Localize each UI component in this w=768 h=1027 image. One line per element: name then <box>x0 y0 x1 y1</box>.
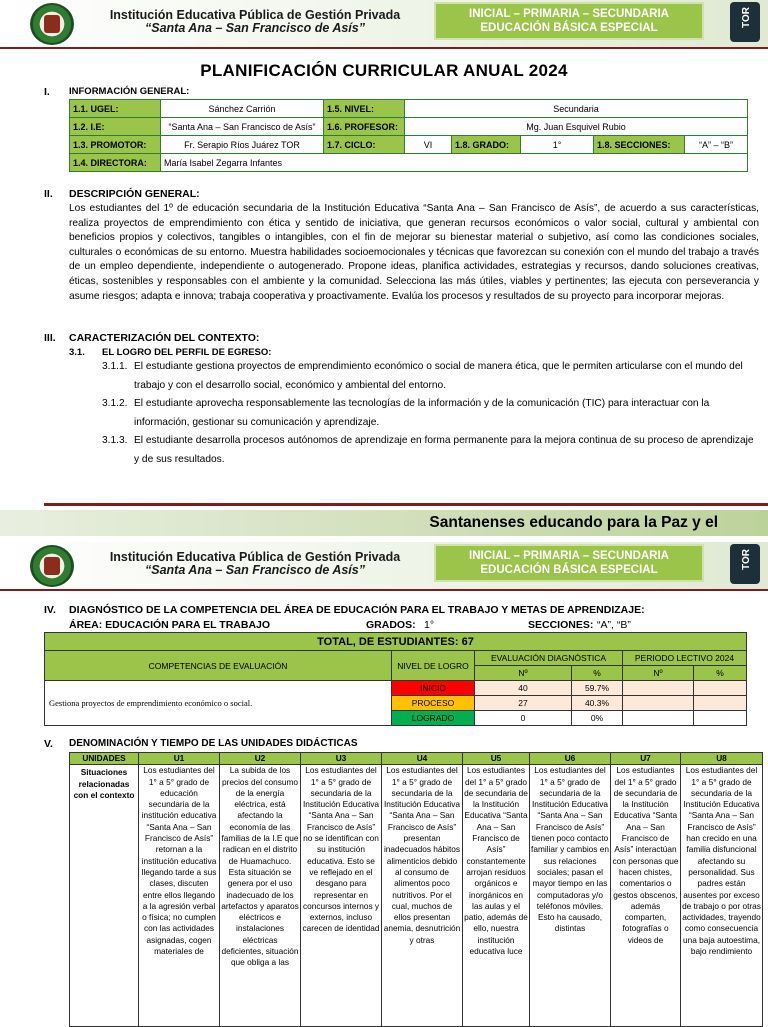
grados-label: GRADOS: <box>366 619 416 631</box>
header-divider <box>0 589 768 591</box>
section1-title: INFORMACIÓN GENERAL: <box>69 86 190 97</box>
profesor-value: Mg. Juan Esquivel Rubio <box>405 118 748 136</box>
inicio-periodo-pct <box>694 681 747 696</box>
grado-label: 1.8. GRADO: <box>452 136 521 154</box>
proceso-n: 27 <box>475 696 572 711</box>
header-title: Institución Educativa Pública de Gestión Privada <box>109 8 401 22</box>
header-subtitle: “Santa Ana – San Francisco de Asís” <box>145 563 365 577</box>
logrado-n: 0 <box>475 711 572 726</box>
secciones-label: SECCIONES: <box>528 619 594 631</box>
inicio-periodo-n <box>623 681 694 696</box>
section2-number: II. <box>44 188 53 200</box>
unit-header-u8: U8 <box>681 753 763 765</box>
unit-situation-u5: Los estudiantes del 1° a 5° grado de secundaria de la Institución Educativa “Santa Ana – San Francisco de Asís” constantemente arrojan residuos orgánicos e inorgánicos en las aulas y el patio, además de ello, nuestra institución educativa luce <box>463 765 530 1027</box>
section2-title: DESCRIPCIÓN GENERAL: <box>69 188 200 200</box>
row-label-situaciones: Situaciones relacionadas con el contexto <box>70 765 139 1027</box>
unit-header-u1: U1 <box>139 753 220 765</box>
footer-divider <box>44 503 768 506</box>
unit-header-u7: U7 <box>611 753 681 765</box>
section3-title: CARACTERIZACIÓN DEL CONTEXTO: <box>69 332 260 344</box>
document-title: PLANIFICACIÓN CURRICULAR ANUAL 2024 <box>200 61 568 80</box>
school-logo-icon <box>30 3 74 45</box>
general-description: Los estudiantes del 1º de educación secundaria de la Institución Educativa “Santa Ana – San Francisco de Asís”, de acuerdo a sus características, realiza proyectos de emprendimiento con ética y sentido de iniciativa, que generan recursos económicos o valor social, cultural y ambiental con beneficios propios y colectivos, tangibles o intangibles, con el fin de mejorar su bienestar material o subjetivo, así como las condiciones sociales, culturales o económicas de su entorno. Muestra habilidades socioemocionales y técnicas que favorezcan su conexión con el mundo del trabajo a través de un empleo dependiente, independiente o autogenerado. Propone ideas, planifica actividades, estrategias y recursos, dando soluciones creativas, éticas, sostenibles y responsables con el ambiente y la comunidad. Selecciona las más útiles, viables y pertinentes; las ejecuta con perseverancia y asume riesgos; adapta e innova; trabaja cooperativa y proactivamente. Evalúa los procesos y resultados de su proyecto para incorporar mejoras. <box>69 203 759 302</box>
levels-line2: EDUCACIÓN BÁSICA ESPECIAL <box>480 564 658 576</box>
section3-sub-number: 3.1. <box>69 347 85 358</box>
proceso-periodo-n <box>623 696 694 711</box>
unit-header-u2: U2 <box>220 753 301 765</box>
header-unidades: UNIDADES <box>70 753 139 765</box>
ciclo-value: VI <box>405 136 452 154</box>
unit-situation-u6: Los estudiantes del 1° a 5° grado de secundaria de la Institución Educativa “Santa Ana – San Francisco de Asís” tienen poco contacto familiar y cambios en sus relaciones sociales; pasan el mayor tiempo en las computadoras y/o teléfonos móviles. Esto ha causado, distintas <box>530 765 611 1027</box>
unit-header-u4: U4 <box>382 753 463 765</box>
nivel-inicio: INICIO <box>392 681 475 696</box>
unit-header-u6: U6 <box>530 753 611 765</box>
header-subtitle: “Santa Ana – San Francisco de Asís” <box>145 21 365 35</box>
section5-title: DENOMINACIÓN Y TIEMPO DE LAS UNIDADES DIDÁCTICAS <box>69 738 358 749</box>
nivel-value: Secundaria <box>405 100 748 118</box>
inicio-pct: 59.7% <box>572 681 623 696</box>
grado-value: 1° <box>521 136 594 154</box>
directora-value: María Isabel Zegarra Infantes <box>161 154 748 172</box>
directora-label: 1.4. DIRECTORA: <box>70 154 161 172</box>
unit-situation-u8: Los estudiantes del 1° a 5° grado de secundaria de la Institución Educativa “Santa Ana – San Francisco de Asís” han crecido en una familia disfuncional afectando su personalidad. Sus padres están ausentes por exceso de trabajo o por otras actividades, trayendo como consecuencia una baja autoestima, bajo rendimiento <box>681 765 763 1027</box>
levels-line2: EDUCACIÓN BÁSICA ESPECIAL <box>480 22 658 34</box>
levels-line1: INICIAL – PRIMARIA – SECUNDARIA <box>469 550 669 562</box>
section3-number: III. <box>44 332 56 344</box>
unit-situation-u4: Los estudiantes del 1° a 5° grado de secundaria de la Institución Educativa “Santa Ana – San Francisco de Asís” presentan inadecuados hábitos alimenticios debido al consumo de alimentos poco nutritivos. Por el cual, muchos de ellos presentan anemia, desnutrición y otras <box>382 765 463 1027</box>
section4-number: IV. <box>44 604 56 616</box>
area-label: ÁREA: EDUCACIÓN PARA EL TRABAJO <box>69 619 271 631</box>
nivel-proceso: PROCESO <box>392 696 475 711</box>
nivel-label: 1.5. NIVEL: <box>324 100 405 118</box>
logrado-periodo-pct <box>694 711 747 726</box>
unit-situation-u1: Los estudiantes del 1° a 5° grado de educación secundaria de la institución educativa “Santa Ana – San Francisco de Asís” retornan a la institución educativa llegando tarde a sus clases, discuten entre ellos llegando a la agresión verbal o física; no cumplen con las actividades asignadas, cogen materiales de <box>139 765 220 1027</box>
header-n: Nº <box>623 666 694 681</box>
unit-situation-u7: Los estudiantes del 1° a 5° grado de secundaria de la Institución Educativa “Santa Ana – San Francisco de Asís” interactúan con personas que hacen chistes, comentarios o gestos obscenos, además comparten, fotografías o videos de <box>611 765 681 1027</box>
unit-situation-u2: La subida de los precios del consumo de la energía eléctrica, está afectando la economía de las familias de la I.E que radican en el distrito de Huamachuco. Esta situación se genera por el uso inadecuado de los artefactos y aparatos eléctricos e instalaciones eléctricas deficientes, situación que obliga a las <box>220 765 301 1027</box>
profesor-label: 1.6. PROFESOR: <box>324 118 405 136</box>
footer-motto: Santanenses educando para la Paz y el <box>429 514 718 531</box>
logrado-periodo-n <box>623 711 694 726</box>
unit-header-u5: U5 <box>463 753 530 765</box>
section5-number: V. <box>44 738 53 750</box>
levels-box <box>434 544 704 582</box>
levels-box <box>434 2 704 40</box>
secciones-value: “A” – “B” <box>685 136 748 154</box>
header-competencias: COMPETENCIAS DE EVALUACIÓN <box>45 651 392 681</box>
unit-header-u3: U3 <box>301 753 382 765</box>
header-periodo: PERIODO LECTIVO 2024 <box>623 651 747 666</box>
units-table <box>69 752 763 1027</box>
header-pct: % <box>694 666 747 681</box>
header-divider <box>0 47 768 49</box>
header-evaluacion: EVALUACIÓN DIAGNÓSTICA <box>475 651 623 666</box>
grados-value: 1° <box>424 619 435 631</box>
logrado-pct: 0% <box>572 711 623 726</box>
general-info-table <box>69 99 748 172</box>
ie-value: “Santa Ana – San Francisco de Asís” <box>161 118 324 136</box>
secciones-value: “A”, “B” <box>597 619 631 631</box>
section1-number: I. <box>44 86 50 98</box>
header-title: Institución Educativa Pública de Gestión Privada <box>109 550 401 564</box>
page-header <box>0 0 768 48</box>
nivel-logrado: LOGRADO <box>392 711 475 726</box>
competencia-cell: Gestiona proyectos de emprendimiento económico o social. <box>45 681 392 726</box>
section4-title: DIAGNÓSTICO DE LA COMPETENCIA DEL ÁREA DE EDUCACIÓN PARA EL TRABAJO Y METAS DE APRENDIZAJE: <box>69 604 645 616</box>
page-header <box>0 542 768 590</box>
ciclo-label: 1.7. CICLO: <box>324 136 405 154</box>
tor-logo-icon: TOR <box>730 544 760 584</box>
proceso-periodo-pct <box>694 696 747 711</box>
promotor-label: 1.3. PROMOTOR: <box>70 136 161 154</box>
total-students: TOTAL, DE ESTUDIANTES: 67 <box>45 633 747 651</box>
header-nivel: NIVEL DE LOGRO <box>392 651 475 681</box>
header-pct: % <box>572 666 623 681</box>
unit-situation-u3: Los estudiantes del 1° a 5° grado de secundaria de la Institución Educativa “Santa Ana – San Francisco de Asís” no se identifican con su institución educativa. Esto se ve reflejado en el desgano para representar en concursos internos y externos, incluso carecen de identidad <box>301 765 382 1027</box>
levels-line1: INICIAL – PRIMARIA – SECUNDARIA <box>469 8 669 20</box>
school-logo-icon <box>30 545 74 587</box>
header-n: Nº <box>475 666 572 681</box>
promotor-value: Fr. Serapio Ríos Juárez TOR <box>161 136 324 154</box>
secciones-label: 1.8. SECCIONES: <box>594 136 685 154</box>
proceso-pct: 40.3% <box>572 696 623 711</box>
section3-sub-title: EL LOGRO DEL PERFIL DE EGRESO: <box>102 347 272 358</box>
diagnostic-table <box>44 632 747 726</box>
tor-logo-icon: TOR <box>730 2 760 42</box>
ie-label: 1.2. I.E: <box>70 118 161 136</box>
inicio-n: 40 <box>475 681 572 696</box>
ugel-label: 1.1. UGEL: <box>70 100 161 118</box>
ugel-value: Sánchez Carrión <box>161 100 324 118</box>
